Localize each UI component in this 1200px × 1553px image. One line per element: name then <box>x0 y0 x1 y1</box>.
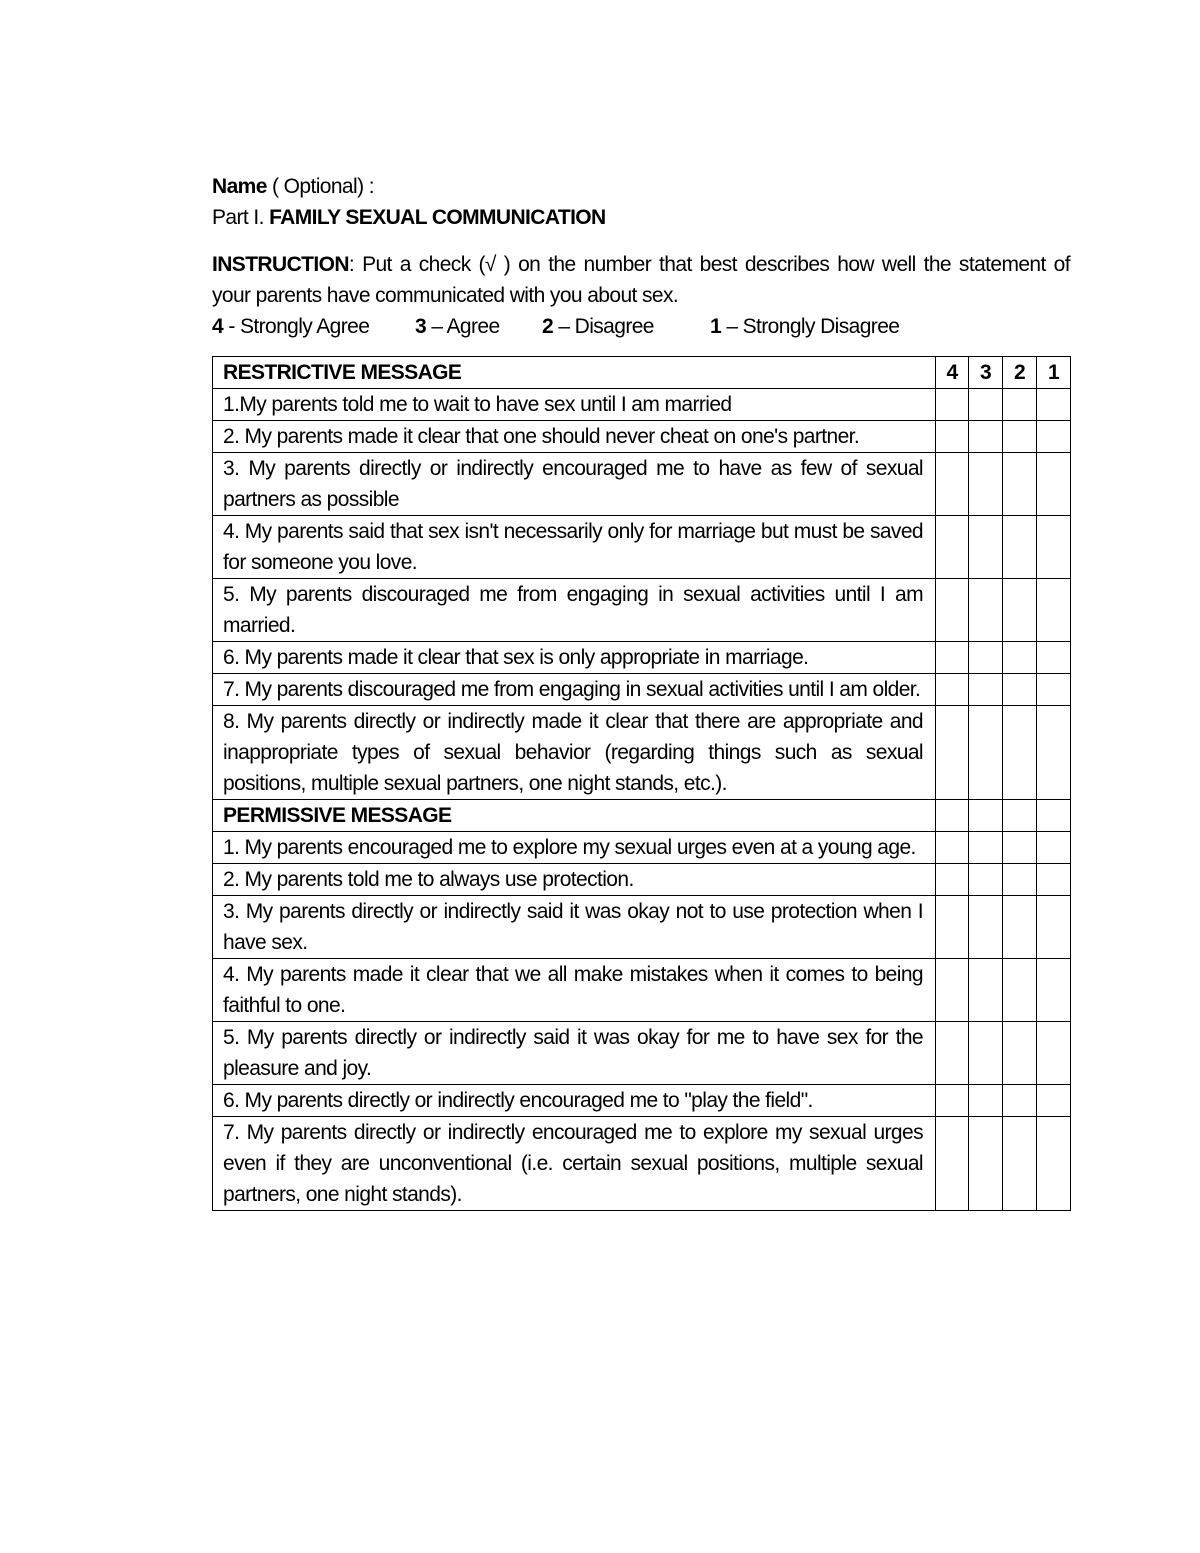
part-heading <box>212 202 1070 233</box>
rating-checkbox-cell[interactable] <box>1003 579 1037 642</box>
statement-row <box>213 706 1071 800</box>
scale-number: 2 <box>542 315 554 338</box>
statement-text: 1.My parents told me to wait to have sex until I am married <box>213 389 936 421</box>
rating-checkbox-cell[interactable] <box>969 1085 1003 1117</box>
rating-checkbox-cell[interactable] <box>1037 389 1071 421</box>
scale-label: – Strongly Disagree <box>721 315 900 338</box>
rating-checkbox-cell[interactable] <box>969 1117 1003 1211</box>
statement-text: 7. My parents discouraged me from engaging in sexual activities until I am older. <box>213 674 936 706</box>
statement-row <box>213 389 1071 421</box>
statement-text: 7. My parents directly or indirectly encouraged me to explore my sexual urges even if they are unconventional (i.e. certain sexual positions, multiple sexual partners, one night stands). <box>213 1117 936 1211</box>
rating-checkbox-cell[interactable] <box>1037 579 1071 642</box>
statement-row <box>213 1085 1071 1117</box>
rating-checkbox-cell[interactable] <box>1037 896 1071 959</box>
name-optional-note: ( Optional) : <box>266 175 374 198</box>
rating-checkbox-cell[interactable] <box>1037 1022 1071 1085</box>
rating-checkbox-cell[interactable] <box>1003 389 1037 421</box>
rating-checkbox-cell[interactable] <box>936 516 969 579</box>
statement-row <box>213 516 1071 579</box>
rating-column-header: 1 <box>1037 357 1071 389</box>
statement-row <box>213 642 1071 674</box>
rating-checkbox-cell[interactable] <box>969 421 1003 453</box>
rating-checkbox-cell[interactable] <box>1037 832 1071 864</box>
instruction-label: INSTRUCTION <box>212 253 349 276</box>
scale-label: - Strongly Agree <box>223 315 370 338</box>
rating-checkbox-cell[interactable] <box>969 832 1003 864</box>
rating-checkbox-cell[interactable] <box>1003 674 1037 706</box>
scale-item-1 <box>710 311 899 342</box>
statement-text: 1. My parents encouraged me to explore my sexual urges even at a young age. <box>213 832 936 864</box>
rating-scale-legend <box>212 311 1070 342</box>
scale-label: – Agree <box>426 315 500 338</box>
section-title: RESTRICTIVE MESSAGE <box>213 357 936 389</box>
rating-checkbox-cell[interactable] <box>936 864 969 896</box>
rating-checkbox-cell[interactable] <box>1003 800 1037 832</box>
rating-checkbox-cell[interactable] <box>936 453 969 516</box>
rating-checkbox-cell[interactable] <box>969 864 1003 896</box>
rating-checkbox-cell[interactable] <box>969 516 1003 579</box>
rating-checkbox-cell[interactable] <box>969 674 1003 706</box>
rating-checkbox-cell[interactable] <box>1003 959 1037 1022</box>
rating-column-header: 4 <box>936 357 969 389</box>
questionnaire-page <box>212 171 1070 1211</box>
rating-checkbox-cell[interactable] <box>1003 706 1037 800</box>
rating-column-header: 3 <box>969 357 1003 389</box>
rating-checkbox-cell[interactable] <box>969 706 1003 800</box>
statement-text: 5. My parents discouraged me from engaging in sexual activities until I am married. <box>213 579 936 642</box>
statement-text: 3. My parents directly or indirectly said it was okay not to use protection when I have sex. <box>213 896 936 959</box>
name-label: Name <box>212 175 267 198</box>
rating-checkbox-cell[interactable] <box>969 800 1003 832</box>
rating-checkbox-cell[interactable] <box>1037 864 1071 896</box>
rating-checkbox-cell[interactable] <box>936 674 969 706</box>
rating-checkbox-cell[interactable] <box>936 579 969 642</box>
section-header-row <box>213 357 1071 389</box>
rating-checkbox-cell[interactable] <box>969 579 1003 642</box>
rating-checkbox-cell[interactable] <box>969 389 1003 421</box>
rating-checkbox-cell[interactable] <box>936 800 969 832</box>
rating-table <box>212 356 1071 1211</box>
rating-checkbox-cell[interactable] <box>969 642 1003 674</box>
section-title: PERMISSIVE MESSAGE <box>213 800 936 832</box>
statement-row <box>213 453 1071 516</box>
rating-checkbox-cell[interactable] <box>1003 1117 1037 1211</box>
statement-text: 4. My parents made it clear that we all make mistakes when it comes to being faithful to one. <box>213 959 936 1022</box>
statement-text: 3. My parents directly or indirectly encouraged me to have as few of sexual partners as possible <box>213 453 936 516</box>
section-header-row <box>213 800 1071 832</box>
scale-item-3 <box>415 311 500 342</box>
instruction-text: : Put a check (√ ) on the number that best describes how well the statement of your parents have communicated with you about sex. <box>212 253 1070 307</box>
rating-checkbox-cell[interactable] <box>1003 642 1037 674</box>
rating-checkbox-cell[interactable] <box>936 1022 969 1085</box>
rating-checkbox-cell[interactable] <box>936 1085 969 1117</box>
rating-column-header: 2 <box>1003 357 1037 389</box>
statement-text: 2. My parents told me to always use protection. <box>213 864 936 896</box>
statement-text: 8. My parents directly or indirectly made it clear that there are appropriate and inappropriate types of sexual behavior (regarding things such as sexual positions, multiple sexual partners, one night stands, etc.). <box>213 706 936 800</box>
rating-checkbox-cell[interactable] <box>969 1022 1003 1085</box>
rating-checkbox-cell[interactable] <box>969 453 1003 516</box>
instruction-paragraph <box>212 249 1070 311</box>
rating-checkbox-cell[interactable] <box>936 421 969 453</box>
scale-label: – Disagree <box>553 315 654 338</box>
rating-checkbox-cell[interactable] <box>969 959 1003 1022</box>
rating-checkbox-cell[interactable] <box>936 896 969 959</box>
rating-checkbox-cell[interactable] <box>1003 453 1037 516</box>
rating-checkbox-cell[interactable] <box>1003 864 1037 896</box>
statement-row <box>213 579 1071 642</box>
statement-row <box>213 1022 1071 1085</box>
rating-checkbox-cell[interactable] <box>1037 706 1071 800</box>
rating-checkbox-cell[interactable] <box>936 832 969 864</box>
statement-row <box>213 1117 1071 1211</box>
rating-checkbox-cell[interactable] <box>1037 1117 1071 1211</box>
rating-checkbox-cell[interactable] <box>1003 421 1037 453</box>
statement-row <box>213 674 1071 706</box>
rating-checkbox-cell[interactable] <box>1037 642 1071 674</box>
rating-checkbox-cell[interactable] <box>1037 1085 1071 1117</box>
statement-text: 6. My parents directly or indirectly encouraged me to "play the field". <box>213 1085 936 1117</box>
rating-checkbox-cell[interactable] <box>1037 421 1071 453</box>
rating-checkbox-cell[interactable] <box>1003 896 1037 959</box>
rating-checkbox-cell[interactable] <box>1003 832 1037 864</box>
rating-checkbox-cell[interactable] <box>1037 959 1071 1022</box>
rating-checkbox-cell[interactable] <box>936 389 969 421</box>
statement-row <box>213 421 1071 453</box>
statement-text: 5. My parents directly or indirectly said it was okay for me to have sex for the pleasure and joy. <box>213 1022 936 1085</box>
part-prefix: Part I. <box>212 206 270 229</box>
part-title: FAMILY SEXUAL COMMUNICATION <box>269 206 606 229</box>
statement-row <box>213 959 1071 1022</box>
rating-checkbox-cell[interactable] <box>1003 516 1037 579</box>
rating-checkbox-cell[interactable] <box>1003 1022 1037 1085</box>
rating-checkbox-cell[interactable] <box>1037 516 1071 579</box>
scale-item-2 <box>542 311 654 342</box>
statement-text: 6. My parents made it clear that sex is only appropriate in marriage. <box>213 642 936 674</box>
rating-checkbox-cell[interactable] <box>936 706 969 800</box>
statement-row <box>213 832 1071 864</box>
rating-checkbox-cell[interactable] <box>936 959 969 1022</box>
rating-table-body <box>213 357 1071 1211</box>
scale-number: 4 <box>212 315 224 338</box>
scale-number: 3 <box>415 315 427 338</box>
statement-row <box>213 864 1071 896</box>
statement-text: 2. My parents made it clear that one should never cheat on one's partner. <box>213 421 936 453</box>
rating-checkbox-cell[interactable] <box>936 642 969 674</box>
statement-text: 4. My parents said that sex isn't necessarily only for marriage but must be saved for someone you love. <box>213 516 936 579</box>
rating-checkbox-cell[interactable] <box>1003 1085 1037 1117</box>
name-line <box>212 171 1070 202</box>
scale-item-4 <box>212 311 369 342</box>
rating-checkbox-cell[interactable] <box>1037 453 1071 516</box>
rating-checkbox-cell[interactable] <box>1037 674 1071 706</box>
rating-checkbox-cell[interactable] <box>936 1117 969 1211</box>
statement-row <box>213 896 1071 959</box>
scale-number: 1 <box>710 315 722 338</box>
rating-checkbox-cell[interactable] <box>969 896 1003 959</box>
rating-checkbox-cell[interactable] <box>1037 800 1071 832</box>
